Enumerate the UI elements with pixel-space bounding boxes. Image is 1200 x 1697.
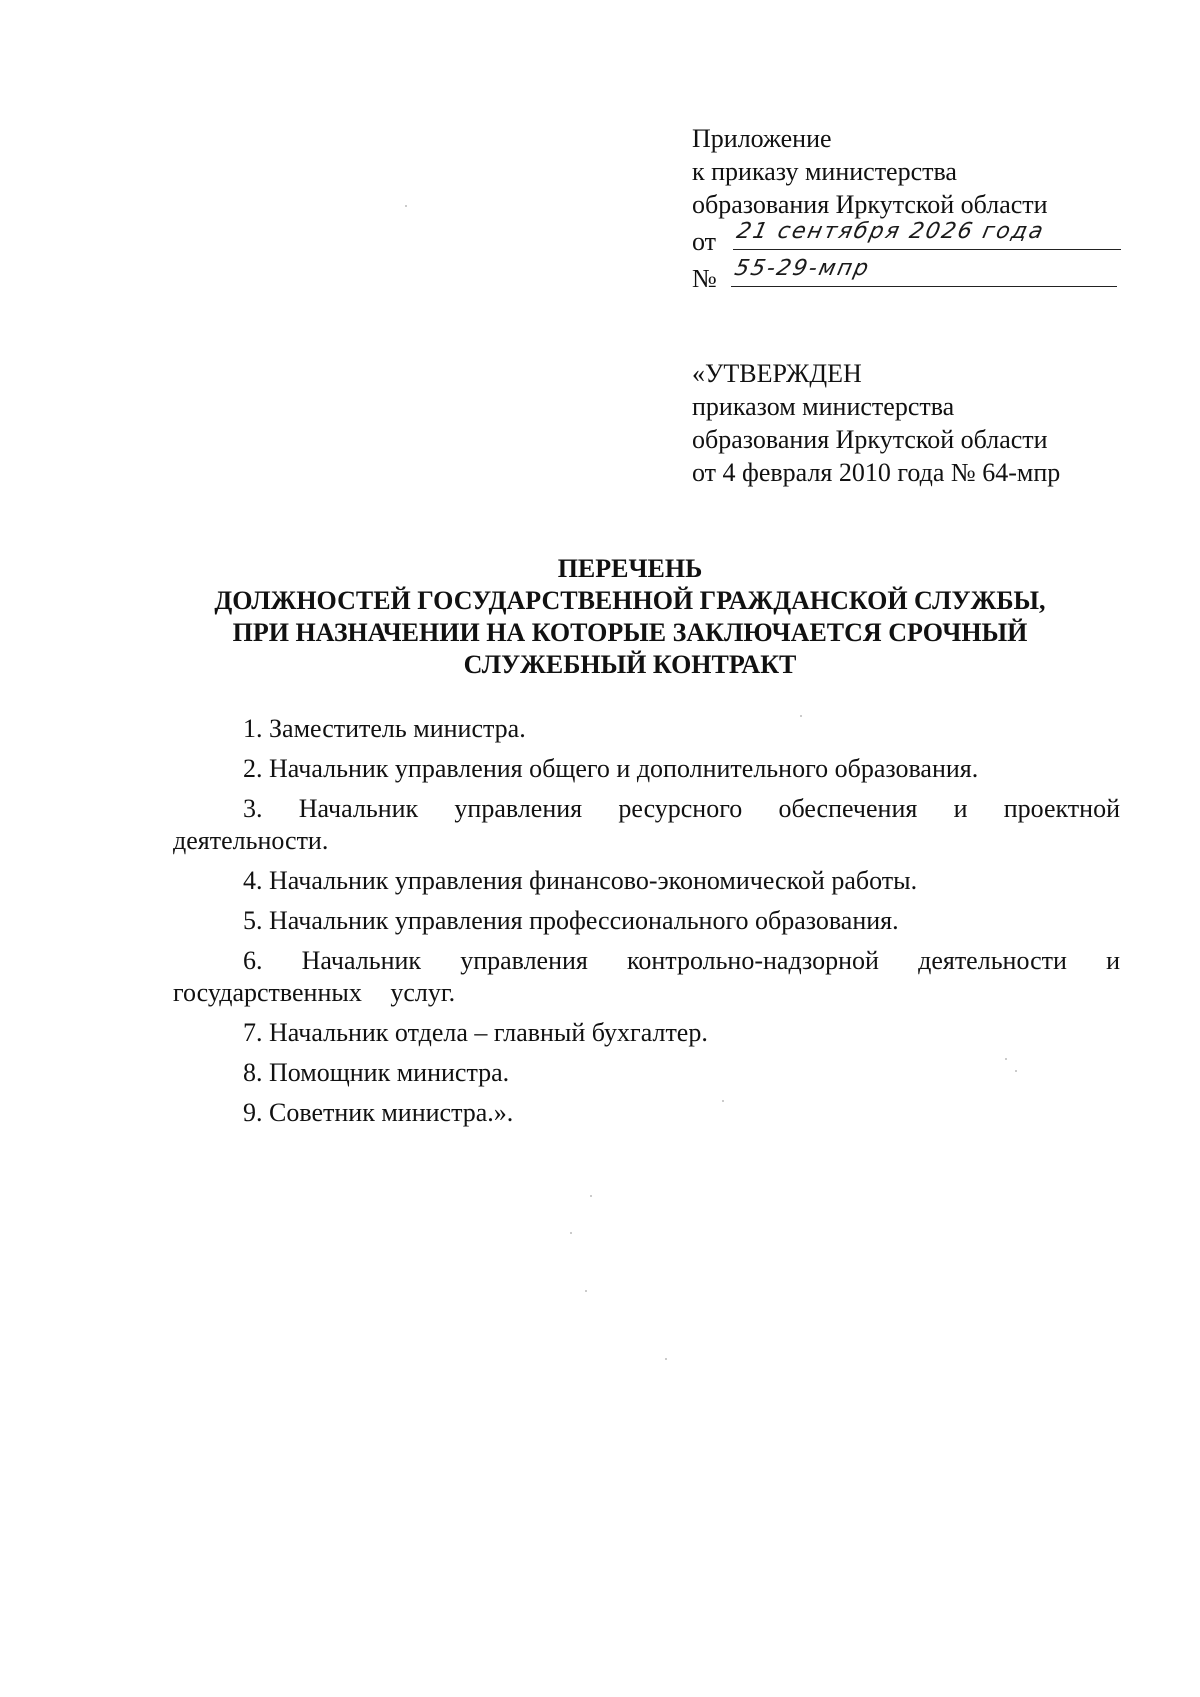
scan-speck <box>570 1232 572 1234</box>
scan-speck <box>1005 1058 1007 1060</box>
scan-speck <box>585 1290 587 1292</box>
annex-date-handwritten: 21 сентября 2026 года <box>733 219 1047 244</box>
annex-number-field <box>731 258 1117 287</box>
positions-list <box>173 713 1120 1137</box>
approved-ministry: образования Иркутской области <box>692 425 1048 454</box>
approved-block <box>692 357 1132 489</box>
list-item: 8. Помощник министра. <box>243 1058 510 1087</box>
title-line-4: СЛУЖЕБНЫЙ КОНТРАКТ <box>463 650 797 679</box>
annex-block <box>692 122 1112 295</box>
list-item: 2. Начальник управления общего и дополнительного образования. <box>243 754 979 783</box>
list-item: 6. Начальник управления контрольно-надзорной деятельности и государственных услуг. <box>173 946 1120 1007</box>
annex-title: Приложение <box>692 124 832 153</box>
list-item: 3. Начальник управления ресурсного обеспечения и проектной деятельности. <box>173 794 1120 855</box>
approved-order: приказом министерства <box>692 392 955 421</box>
annex-number-line <box>692 258 1112 295</box>
annex-date-prefix: от <box>692 227 717 256</box>
scan-speck <box>665 1358 667 1360</box>
annex-number-prefix: № <box>692 264 717 293</box>
document-title <box>140 553 1120 681</box>
annex-date-field <box>733 221 1121 250</box>
scan-speck <box>1015 1070 1017 1072</box>
title-line-3: ПРИ НАЗНАЧЕНИИ НА КОТОРЫЕ ЗАКЛЮЧАЕТСЯ СРОЧНЫЙ <box>232 618 1028 647</box>
approved-date-number: от 4 февраля 2010 года № 64-мпр <box>692 458 1061 487</box>
title-line-1: ПЕРЕЧЕНЬ <box>557 554 703 583</box>
list-item: 5. Начальник управления профессионального образования. <box>243 906 899 935</box>
scan-speck <box>405 205 407 207</box>
scan-speck <box>590 1195 592 1197</box>
list-item: 9. Советник министра.». <box>243 1098 514 1127</box>
list-item: 4. Начальник управления финансово-экономической работы. <box>243 866 918 895</box>
scan-speck <box>722 1100 724 1102</box>
list-item: 7. Начальник отдела – главный бухгалтер. <box>243 1018 708 1047</box>
list-item: 1. Заместитель министра. <box>243 714 526 743</box>
approved-title: «УТВЕРЖДЕН <box>692 359 862 388</box>
title-line-2: ДОЛЖНОСТЕЙ ГОСУДАРСТВЕННОЙ ГРАЖДАНСКОЙ СЛУЖБЫ, <box>214 586 1046 615</box>
annex-ministry: образования Иркутской области <box>692 190 1048 219</box>
annex-order-ref: к приказу министерства <box>692 157 957 186</box>
annex-number-handwritten: 55-29-мпр <box>732 256 873 281</box>
scan-speck <box>800 715 802 717</box>
